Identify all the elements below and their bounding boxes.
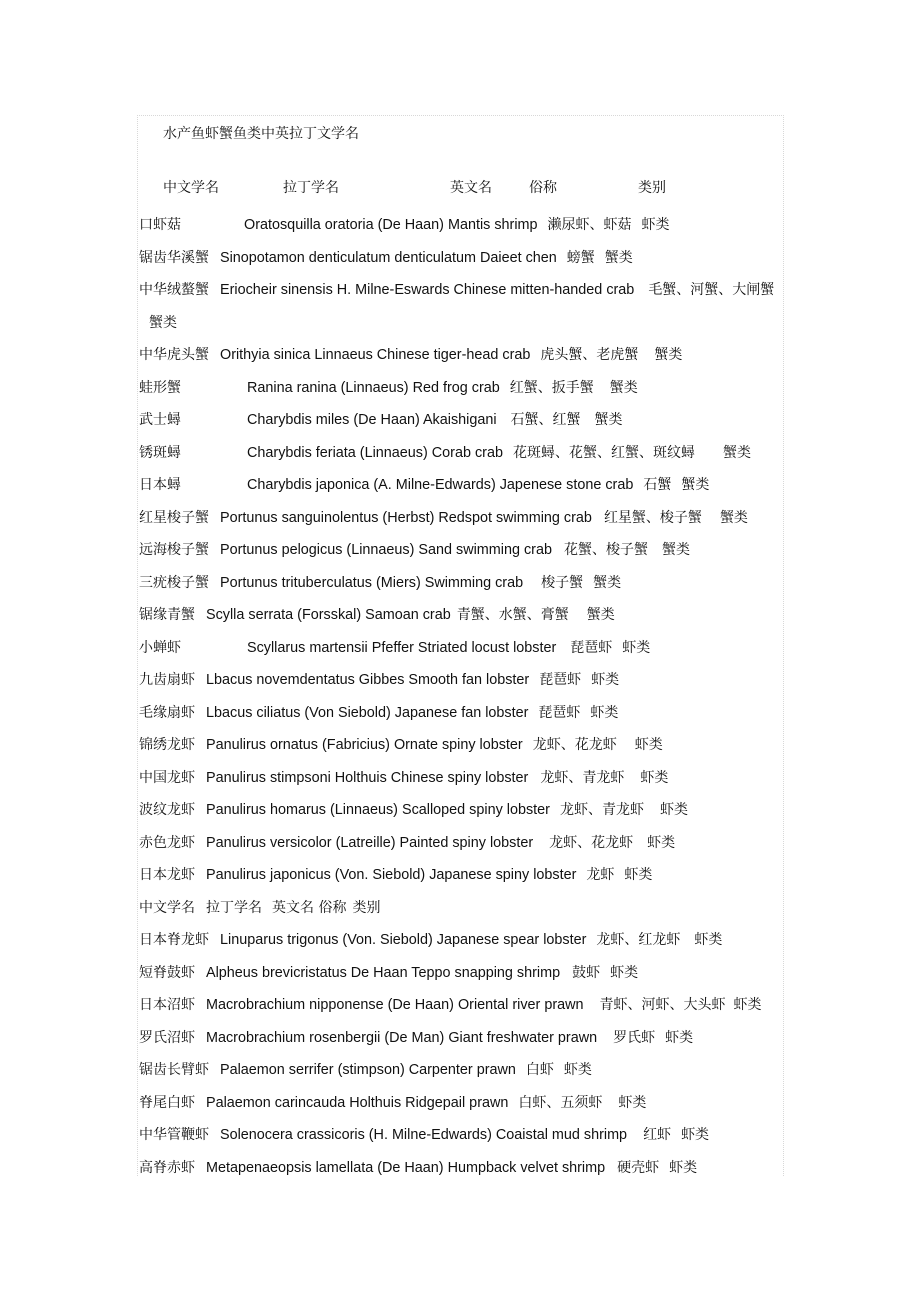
latin-english-name: Alpheus brevicristatus De Haan Teppo snapping shrimp xyxy=(206,964,561,981)
list-item xyxy=(139,599,781,632)
latin-english-name: Portunus sanguinolentus (Herbst) Redspot swimming crab xyxy=(220,509,592,526)
common-name: 花斑蟳、花蟹、红蟹、斑纹蟳 xyxy=(512,444,695,461)
category: 虾类 xyxy=(733,997,762,1013)
category: 虾类 xyxy=(647,834,676,851)
latin-english-name: Charybdis miles (De Haan) Akaishigani xyxy=(247,412,497,428)
list-item xyxy=(139,697,781,730)
latin-english-name: Portunus trituberculatus (Miers) Swimming crab xyxy=(220,574,524,591)
list-item xyxy=(139,534,781,567)
common-name: 罗氏虾 xyxy=(613,1029,656,1046)
category: 蟹类 xyxy=(719,509,748,526)
common-name: 白虾、五须虾 xyxy=(518,1094,603,1111)
common-name: 石蟹 xyxy=(643,477,672,493)
chinese-name: 锯齿华溪蟹 xyxy=(139,249,209,266)
category-label: 类别 xyxy=(352,899,381,916)
latin-english-name: Scyllarus martensii Pfeffer Striated locust lobster xyxy=(247,639,557,656)
category: 虾类 xyxy=(618,1094,647,1111)
chinese-name: 远海梭子蟹 xyxy=(139,542,209,558)
latin-english-name: Sinopotamon denticulatum denticulatum Daieet chen xyxy=(220,249,557,266)
header-english-name: 英文名 xyxy=(450,180,492,196)
chinese-name: 九齿扇虾 xyxy=(139,672,195,688)
common-name: 青蟹、水蟹、膏蟹 xyxy=(456,607,569,623)
category: 蟹类 xyxy=(661,542,690,558)
category: 虾类 xyxy=(622,639,651,656)
list-item xyxy=(139,372,781,405)
category: 蟹类 xyxy=(149,314,177,331)
common-name: 花蟹、梭子蟹 xyxy=(563,542,648,558)
chinese-name: 中华虎头蟹 xyxy=(139,347,209,363)
latin-english-name: Panulirus stimpsoni Holthuis Chinese spiny lobster xyxy=(206,769,529,786)
chinese-name: 武士蟳 xyxy=(139,412,181,428)
repeated-header-row xyxy=(139,892,781,925)
list-item xyxy=(139,437,781,470)
chinese-name: 三疣梭子蟹 xyxy=(139,574,209,591)
latin-english-name: Palaemon carincauda Holthuis Ridgepail prawn xyxy=(206,1094,509,1111)
latin-english-name: Charybdis feriata (Linnaeus) Corab crab xyxy=(247,444,503,461)
header-common-name: 俗称 xyxy=(529,180,557,196)
latin-english-name: Panulirus versicolor (Latreille) Painted spiny lobster xyxy=(206,834,534,851)
latin-english-name: Linuparus trigonus (Von. Siebold) Japanese spear lobster xyxy=(220,932,587,948)
chinese-name: 中国龙虾 xyxy=(139,769,195,786)
list-item xyxy=(139,209,781,242)
list-item xyxy=(139,1022,781,1055)
latin-english-name: Macrobrachium rosenbergii (De Man) Giant freshwater prawn xyxy=(206,1029,598,1046)
latin-english-name: Macrobrachium nipponense (De Haan) Oriental river prawn xyxy=(206,997,584,1013)
common-name: 石蟹、红蟹 xyxy=(510,412,581,428)
category: 虾类 xyxy=(591,672,620,688)
common-name: 红虾 xyxy=(643,1127,672,1143)
category: 虾类 xyxy=(681,1127,710,1143)
chinese-name: 赤色龙虾 xyxy=(139,834,195,851)
category: 虾类 xyxy=(669,1159,698,1176)
category: 蟹类 xyxy=(604,249,633,266)
chinese-name: 锯齿长臂虾 xyxy=(139,1062,209,1078)
english-common-label: 英文名 俗称 xyxy=(272,899,347,916)
list-item xyxy=(139,404,781,437)
common-name: 螃蟹 xyxy=(566,249,595,266)
category: 虾类 xyxy=(590,704,619,721)
header-latin-name: 拉丁学名 xyxy=(283,180,339,196)
chinese-name: 日本蟳 xyxy=(139,477,181,493)
common-name: 龙虾、红龙虾 xyxy=(596,932,681,948)
latin-english-name: Scylla serrata (Forsskal) Samoan crab xyxy=(206,607,451,623)
list-item xyxy=(139,502,781,535)
species-list xyxy=(139,209,781,1184)
latin-english-name: Lbacus ciliatus (Von Siebold) Japanese fan lobster xyxy=(206,704,529,721)
chinese-name: 锯缘青蟹 xyxy=(139,607,195,623)
chinese-name: 中华管鞭虾 xyxy=(139,1127,209,1143)
chinese-name: 锈斑蟳 xyxy=(139,444,181,461)
list-item xyxy=(139,762,781,795)
list-item xyxy=(139,274,781,339)
chinese-name: 中文学名 xyxy=(139,899,195,916)
chinese-name: 红星梭子蟹 xyxy=(139,509,209,526)
list-item xyxy=(139,469,781,502)
list-item xyxy=(139,924,781,957)
chinese-name: 脊尾白虾 xyxy=(139,1094,195,1111)
common-name: 硬壳虾 xyxy=(617,1159,660,1176)
chinese-name: 日本龙虾 xyxy=(139,867,195,883)
list-item xyxy=(139,1087,781,1120)
list-item xyxy=(139,827,781,860)
common-name: 琵琶虾 xyxy=(539,672,582,688)
category: 蟹类 xyxy=(681,477,710,493)
latin-english-name: Ranina ranina (Linnaeus) Red frog crab xyxy=(247,379,500,396)
list-item xyxy=(139,242,781,275)
header-chinese-name: 中文学名 xyxy=(163,180,219,196)
list-item xyxy=(139,632,781,665)
common-name: 毛蟹、河蟹、大闸蟹 xyxy=(648,282,775,298)
latin-english-name: Solenocera crassicoris (H. Milne-Edwards) Coaistal mud shrimp xyxy=(220,1127,628,1143)
list-item xyxy=(139,1152,781,1185)
latin-english-name: Palaemon serrifer (stimpson) Carpenter prawn xyxy=(220,1062,516,1078)
common-name: 龙虾、青龙虾 xyxy=(540,769,625,786)
list-item xyxy=(139,567,781,600)
list-item xyxy=(139,1119,781,1152)
common-name: 龙虾、花龙虾 xyxy=(532,737,617,753)
latin-english-name: Panulirus homarus (Linnaeus) Scalloped spiny lobster xyxy=(206,802,550,818)
chinese-name: 短脊鼓虾 xyxy=(139,964,195,981)
chinese-name: 口虾菇 xyxy=(139,217,181,233)
common-name: 虎头蟹、老虎蟹 xyxy=(540,347,639,363)
chinese-name: 高脊赤虾 xyxy=(139,1159,195,1176)
category: 蟹类 xyxy=(722,444,751,461)
header-category: 类别 xyxy=(638,180,666,196)
column-header xyxy=(163,178,723,198)
common-name: 青虾、河虾、大头虾 xyxy=(599,997,726,1013)
list-item xyxy=(139,794,781,827)
category: 虾类 xyxy=(659,802,688,818)
category: 虾类 xyxy=(641,217,670,233)
common-name: 龙虾 xyxy=(586,867,615,883)
common-name: 龙虾、花龙虾 xyxy=(549,834,634,851)
category: 虾类 xyxy=(665,1029,694,1046)
chinese-name: 蛙形蟹 xyxy=(139,379,181,396)
latin-english-name: Oratosquilla oratoria (De Haan) Mantis shrimp xyxy=(244,217,538,233)
category: 蟹类 xyxy=(594,412,623,428)
latin-english-name: Charybdis japonica (A. Milne-Edwards) Japenese stone crab xyxy=(247,477,634,493)
category: 虾类 xyxy=(634,737,663,753)
common-name: 鼓虾 xyxy=(572,964,601,981)
common-name: 琵琶虾 xyxy=(538,704,581,721)
chinese-name: 毛缘扇虾 xyxy=(139,704,195,721)
category: 蟹类 xyxy=(654,347,683,363)
latin-english-name: Metapenaeopsis lamellata (De Haan) Humpback velvet shrimp xyxy=(206,1159,606,1176)
common-name: 濑尿虾、虾菇 xyxy=(547,217,632,233)
list-item xyxy=(139,1054,781,1087)
document-title: 水产鱼虾蟹鱼类中英拉丁文学名 xyxy=(163,126,359,142)
list-item xyxy=(139,729,781,762)
chinese-name: 日本沼虾 xyxy=(139,997,195,1013)
latin-english-name: Eriocheir sinensis H. Milne-Eswards Chinese mitten-handed crab xyxy=(220,282,635,298)
chinese-name: 波纹龙虾 xyxy=(139,802,195,818)
category: 蟹类 xyxy=(593,574,622,591)
latin-english-name: Panulirus japonicus (Von. Siebold) Japanese spiny lobster xyxy=(206,867,577,883)
chinese-name: 中华绒螯蟹 xyxy=(139,282,209,298)
chinese-name: 日本脊龙虾 xyxy=(139,932,209,948)
category: 虾类 xyxy=(624,867,653,883)
common-name: 白虾 xyxy=(525,1062,554,1078)
category: 虾类 xyxy=(563,1062,592,1078)
latin-english-name: Orithyia sinica Linnaeus Chinese tiger-head crab xyxy=(220,347,531,363)
list-item xyxy=(139,957,781,990)
common-name: 红星蟹、梭子蟹 xyxy=(603,509,702,526)
category: 虾类 xyxy=(694,932,723,948)
common-name: 龙虾、青龙虾 xyxy=(559,802,644,818)
category: 虾类 xyxy=(610,964,639,981)
latin-english-name: Lbacus novemdentatus Gibbes Smooth fan lobster xyxy=(206,672,530,688)
category: 虾类 xyxy=(640,769,669,786)
common-name: 红蟹、扳手蟹 xyxy=(509,379,594,396)
common-name: 梭子蟹 xyxy=(541,574,584,591)
chinese-name: 小蝉虾 xyxy=(139,639,181,656)
common-name: 琵琶虾 xyxy=(570,639,613,656)
list-item xyxy=(139,664,781,697)
list-item xyxy=(139,339,781,372)
category: 蟹类 xyxy=(586,607,615,623)
list-item xyxy=(139,859,781,892)
latin-name-label: 拉丁学名 xyxy=(206,899,262,916)
list-item xyxy=(139,989,781,1022)
chinese-name: 锦绣龙虾 xyxy=(139,737,195,753)
category: 蟹类 xyxy=(609,379,638,396)
chinese-name: 罗氏沼虾 xyxy=(139,1029,195,1046)
latin-english-name: Portunus pelogicus (Linnaeus) Sand swimming crab xyxy=(220,542,552,558)
latin-english-name: Panulirus ornatus (Fabricius) Ornate spiny lobster xyxy=(206,737,523,753)
